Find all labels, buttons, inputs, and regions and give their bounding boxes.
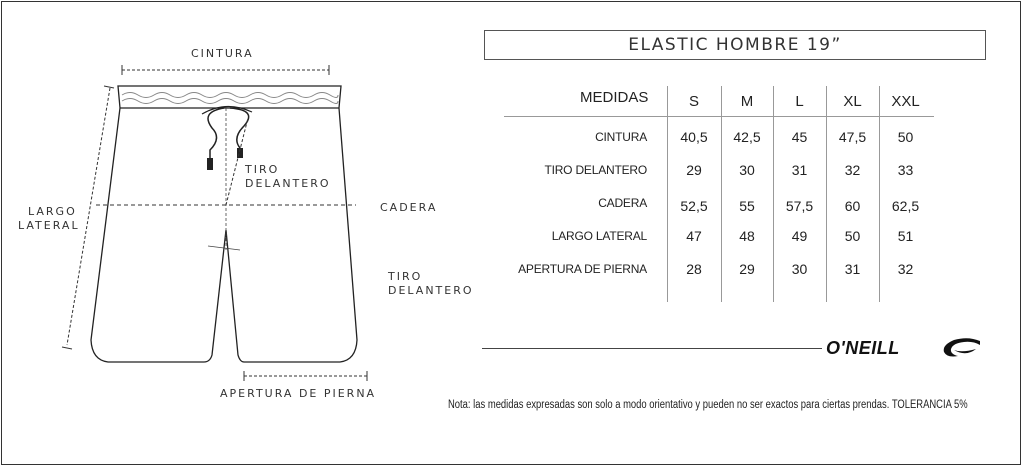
tiro-measure-line: [226, 118, 248, 205]
row-label: TIRO DELANTERO: [544, 163, 647, 177]
table-cell: 31: [791, 162, 808, 178]
table-cell: 62,5: [891, 198, 920, 214]
table-cell: 31: [844, 261, 861, 277]
table-cell: 29: [686, 162, 702, 178]
label-tiro-right-1: TIRO: [388, 270, 423, 283]
table-cell: 32: [844, 162, 861, 178]
wave-icon: [940, 337, 982, 359]
table-cell: 47: [686, 228, 702, 244]
table-cell: 29: [739, 261, 755, 277]
table-cell: 50: [844, 228, 861, 244]
label-cadera: CADERA: [380, 201, 438, 214]
table-cell: 30: [791, 261, 808, 277]
table-cell: 57,5: [785, 198, 814, 214]
table-cell: 60: [844, 198, 861, 214]
label-largo-1: LARGO: [28, 205, 77, 218]
table-cell: 42,5: [733, 129, 761, 145]
row-label: APERTURA DE PIERNA: [518, 262, 647, 276]
tolerance-note: Nota: las medidas expresadas son solo a modo orientativo y pueden no ser exactos para ciertas prendas. TOLERANCIA 5%: [448, 399, 968, 411]
table-cell: 51: [897, 228, 914, 244]
row-label: CADERA: [598, 196, 647, 210]
label-cintura: CINTURA: [191, 47, 254, 60]
table-header-label: MEDIDAS: [580, 89, 649, 106]
shorts-outline: [91, 86, 357, 362]
label-tiro-top-1: TIRO: [245, 163, 280, 176]
brand-name: O'NEILL: [826, 338, 900, 358]
table-cell: 47,5: [838, 129, 867, 145]
label-largo-2: LATERAL: [18, 219, 80, 232]
header-rule: [504, 116, 934, 117]
table-cell: 32: [897, 261, 914, 277]
table-cell: 30: [739, 162, 755, 178]
table-cell: 50: [897, 129, 914, 145]
table-cell: 55: [739, 198, 755, 214]
table-cell: 49: [791, 228, 808, 244]
label-tiro-right-2: DELANTERO: [388, 284, 474, 297]
table-cell: 52,5: [680, 198, 708, 214]
brand-divider: [482, 348, 822, 349]
row-label: LARGO LATERAL: [551, 229, 647, 243]
row-label: CINTURA: [595, 130, 647, 144]
table-cell: 40,5: [680, 129, 708, 145]
waistband-shirring: [122, 93, 338, 98]
table-cell: 48: [739, 228, 755, 244]
size-header-m: M: [740, 93, 754, 110]
size-header-s: S: [688, 93, 699, 110]
label-tiro-top-2: DELANTERO: [245, 177, 331, 190]
size-header-xxl: XXL: [891, 93, 920, 110]
table-cell: 33: [897, 162, 914, 178]
table-cell: 45: [791, 129, 808, 145]
table-title: ELASTIC HOMBRE 19”: [484, 30, 986, 60]
size-header-l: L: [795, 93, 804, 110]
label-apertura: APERTURA DE PIERNA: [220, 387, 377, 400]
table-cell: 28: [686, 261, 702, 277]
size-header-xl: XL: [843, 93, 862, 110]
